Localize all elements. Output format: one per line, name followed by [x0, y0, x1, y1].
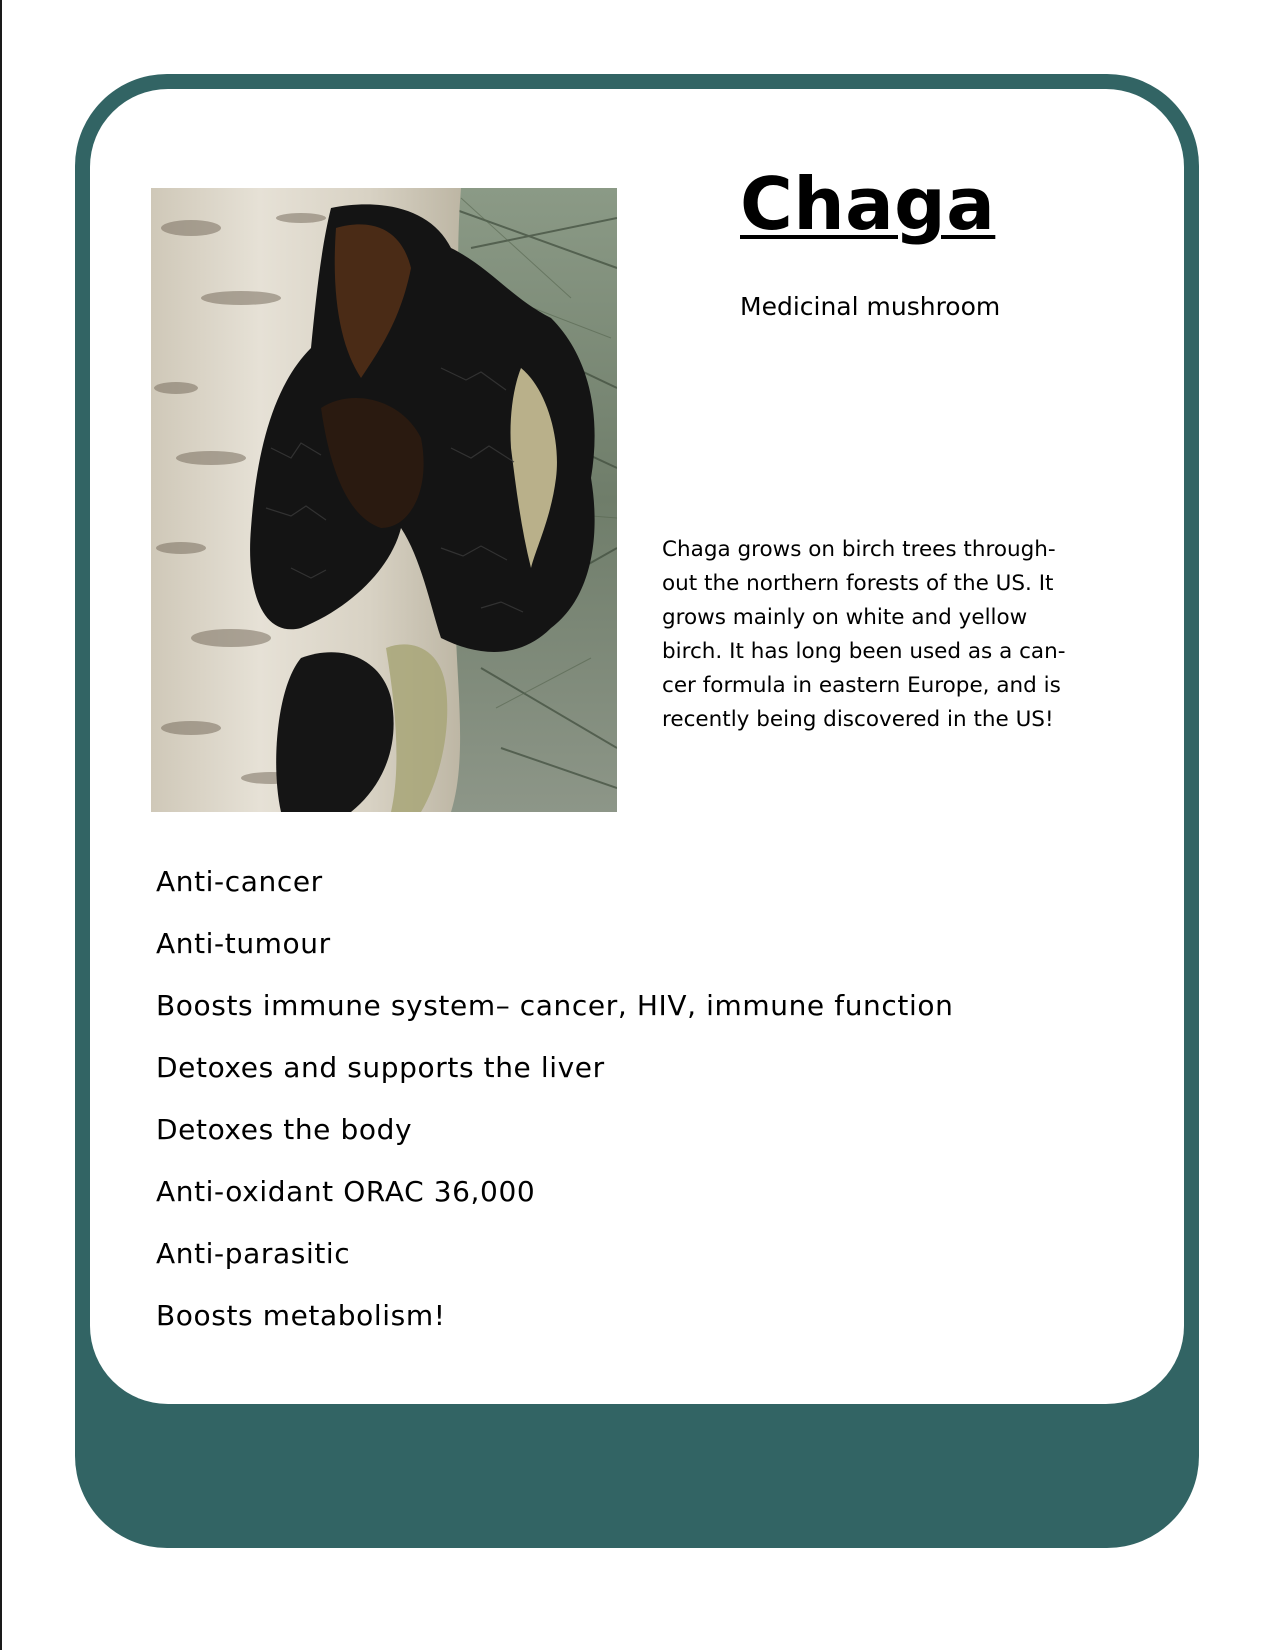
benefit-item: Anti-oxidant ORAC 36,000	[156, 1175, 536, 1208]
description-paragraph	[662, 533, 1102, 737]
description-line: birch. It has long been used as a can-	[662, 639, 1066, 664]
description-line: out the northern forests of the US. It	[662, 571, 1054, 596]
page-edge-line	[0, 0, 2, 1650]
benefit-item: Boosts immune system– cancer, HIV, immune function	[156, 989, 954, 1022]
benefit-item: Boosts metabolism!	[156, 1299, 446, 1332]
benefit-item: Detoxes and supports the liver	[156, 1051, 605, 1084]
description-line: Chaga grows on birch trees through-	[662, 537, 1056, 562]
benefit-item: Anti-cancer	[156, 865, 323, 898]
page-title: Chaga	[740, 162, 996, 246]
description-line: grows mainly on white and yellow	[662, 605, 1028, 630]
benefits-list	[156, 865, 953, 1361]
chaga-photo	[151, 188, 617, 812]
description-line: recently being discovered in the US!	[662, 707, 1054, 732]
benefit-item: Detoxes the body	[156, 1113, 413, 1146]
description-line: cer formula in eastern Europe, and is	[662, 673, 1061, 698]
benefit-item: Anti-tumour	[156, 927, 331, 960]
benefit-item: Anti-parasitic	[156, 1237, 351, 1270]
page-subtitle: Medicinal mushroom	[740, 292, 1001, 321]
